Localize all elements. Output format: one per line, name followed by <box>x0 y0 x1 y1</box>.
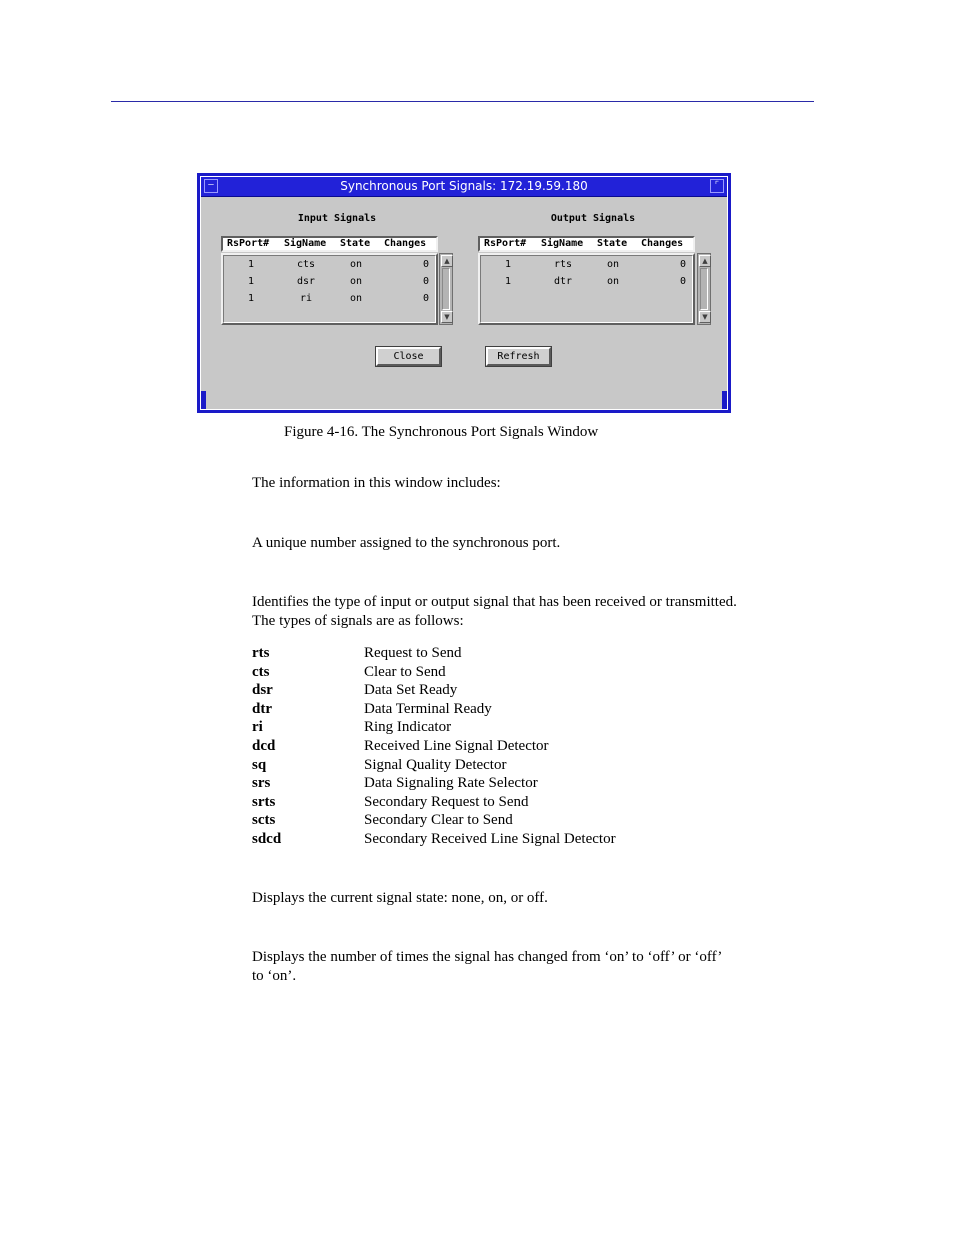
state-description: Displays the current signal state: none, on, or off. <box>252 890 548 906</box>
output-signals-title: Output Signals <box>550 213 636 224</box>
column-state: State <box>597 238 628 249</box>
refresh-button[interactable]: Refresh <box>486 347 551 366</box>
window-body <box>200 176 728 410</box>
column-signame: SigName <box>284 238 327 249</box>
scroll-down-icon[interactable]: ▼ <box>699 311 711 323</box>
output-table-header <box>478 236 695 252</box>
window-titlebar[interactable] <box>201 177 727 197</box>
list-item[interactable]: 1 ri on 0 <box>248 293 430 304</box>
list-item[interactable]: 1 dsr on 0 <box>248 276 430 287</box>
output-signals-list[interactable] <box>478 253 695 325</box>
input-signals-title: Input Signals <box>297 213 377 224</box>
figure-caption: Figure 4-16. The Synchronous Port Signals Window <box>284 424 599 440</box>
signame-description: Identifies the type of input or output signal that has been received or transmitted. The types of signals are as follows: <box>252 594 737 629</box>
rsport-description: A unique number assigned to the synchronous port. <box>252 535 561 551</box>
window-maximize-icon[interactable]: ⌜ <box>710 179 724 193</box>
column-changes: Changes <box>641 238 684 249</box>
header-rule <box>111 101 814 102</box>
scroll-up-icon[interactable]: ▲ <box>699 255 711 267</box>
input-scrollbar[interactable] <box>439 253 453 325</box>
close-button[interactable]: Close <box>376 347 441 366</box>
changes-description: Displays the number of times the signal has changed from ‘on’ to ‘off’ or ‘off’ to ‘on’. <box>252 949 723 984</box>
scroll-down-icon[interactable]: ▼ <box>441 311 453 323</box>
list-item[interactable]: 1 rts on 0 <box>505 259 687 270</box>
input-table-header <box>221 236 438 252</box>
input-signals-list[interactable] <box>221 253 438 325</box>
scroll-up-icon[interactable]: ▲ <box>441 255 453 267</box>
column-rsport: RsPort# <box>227 238 270 249</box>
window-menu-icon[interactable]: — <box>204 179 218 193</box>
intro-paragraph: The information in this window includes: <box>252 475 501 491</box>
output-scrollbar[interactable] <box>697 253 711 325</box>
column-changes: Changes <box>384 238 427 249</box>
list-item[interactable]: 1 dtr on 0 <box>505 276 687 287</box>
window-title: Synchronous Port Signals: 172.19.59.180 <box>340 179 588 193</box>
synchronous-port-signals-window <box>197 173 731 413</box>
column-state: State <box>340 238 371 249</box>
list-item[interactable]: 1 cts on 0 <box>248 259 430 270</box>
column-signame: SigName <box>541 238 584 249</box>
column-rsport: RsPort# <box>484 238 527 249</box>
